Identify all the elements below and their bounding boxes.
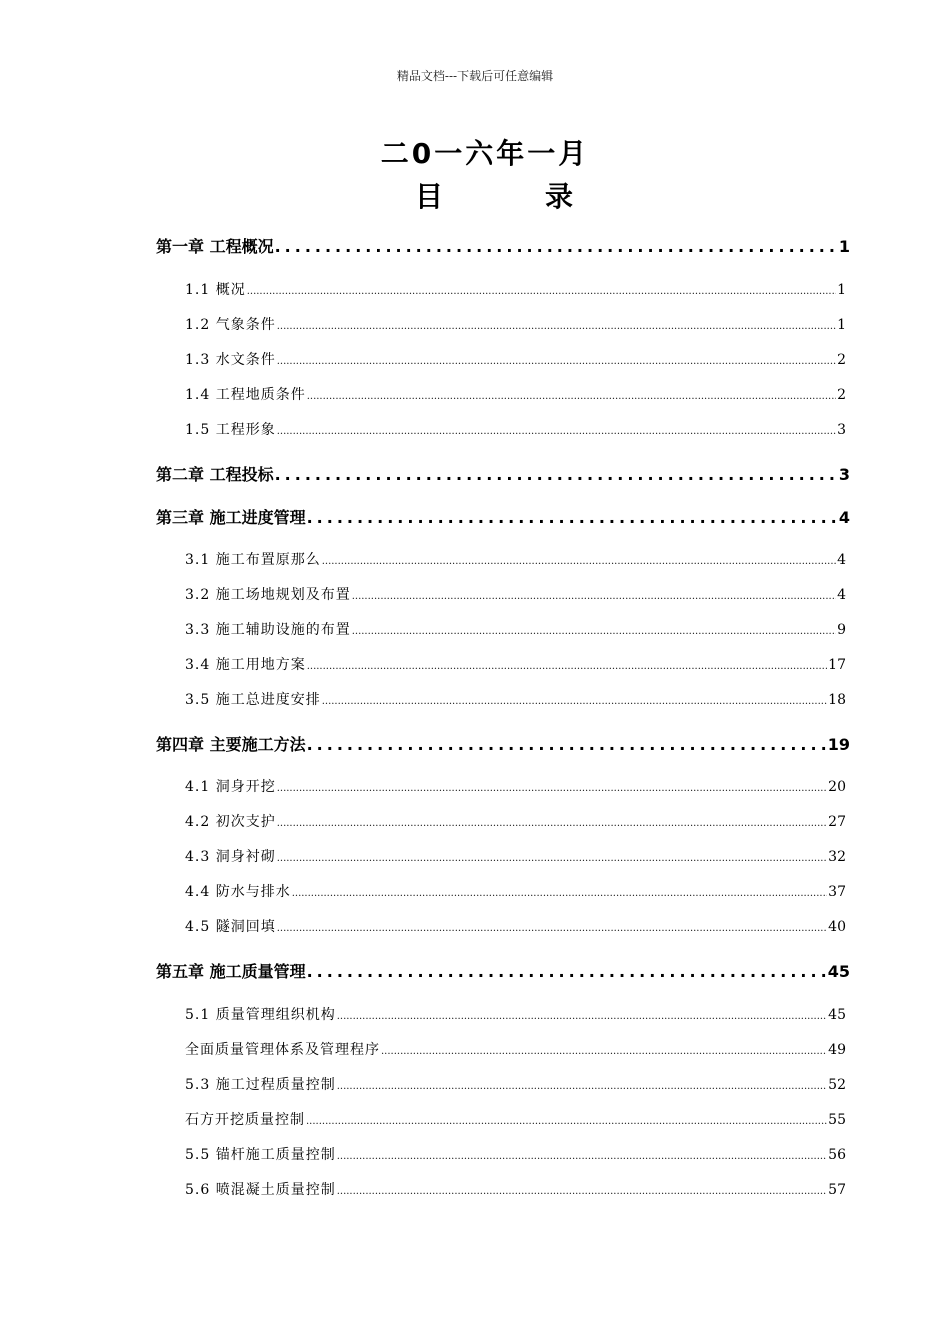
toc-page-number: 4 bbox=[838, 508, 850, 527]
toc-page-number: 55 bbox=[828, 1112, 846, 1128]
toc-dot-leader bbox=[307, 962, 827, 981]
toc-dot-leader bbox=[337, 1186, 827, 1197]
toc-dot-leader bbox=[352, 626, 836, 637]
toc-section-entry[interactable] bbox=[185, 1179, 846, 1199]
toc-entry-label: 3.1 施工布置原那么 bbox=[185, 552, 321, 568]
toc-entry-label: 5.3 施工过程质量控制 bbox=[185, 1077, 336, 1093]
toc-entry-label: 第一章 工程概况 bbox=[156, 237, 274, 256]
toc-dot-leader bbox=[275, 237, 838, 256]
toc-dot-leader bbox=[277, 426, 836, 437]
toc-section-entry[interactable] bbox=[185, 811, 846, 831]
toc-dot-leader bbox=[307, 735, 827, 754]
toc-dot-leader bbox=[337, 1011, 827, 1022]
toc-section-entry[interactable] bbox=[185, 619, 846, 639]
toc-section-entry[interactable] bbox=[185, 1109, 846, 1129]
toc-page-number: 2 bbox=[837, 387, 846, 403]
toc-page-number: 18 bbox=[828, 692, 846, 708]
toc-dot-leader bbox=[322, 556, 836, 567]
toc-entry-label: 1.1 概况 bbox=[185, 282, 246, 298]
toc-page-number: 56 bbox=[828, 1147, 846, 1163]
toc-entry-label: 第三章 施工进度管理 bbox=[156, 508, 306, 527]
toc-section-entry[interactable] bbox=[185, 689, 846, 709]
toc-entry-label: 5.5 锚杆施工质量控制 bbox=[185, 1147, 336, 1163]
toc-section-entry[interactable] bbox=[185, 846, 846, 866]
toc-entry-label: 1.3 水文条件 bbox=[185, 352, 276, 368]
toc-section-entry[interactable] bbox=[185, 419, 846, 439]
toc-entry-label: 3.4 施工用地方案 bbox=[185, 657, 306, 673]
toc-chapter-entry[interactable] bbox=[156, 732, 850, 755]
toc-chapter-entry[interactable] bbox=[156, 462, 850, 485]
toc-section-entry[interactable] bbox=[185, 314, 846, 334]
toc-dot-leader bbox=[307, 508, 838, 527]
toc-page-number: 52 bbox=[828, 1077, 846, 1093]
toc-dot-leader bbox=[275, 465, 838, 484]
toc-heading-char-1: 目 bbox=[415, 180, 444, 213]
toc-page-number: 49 bbox=[828, 1042, 846, 1058]
toc-section-entry[interactable] bbox=[185, 776, 846, 796]
toc-entry-label: 石方开挖质量控制 bbox=[185, 1112, 305, 1128]
toc-section-entry[interactable] bbox=[185, 584, 846, 604]
toc-entry-label: 3.2 施工场地规划及布置 bbox=[185, 587, 351, 603]
toc-section-entry[interactable] bbox=[185, 916, 846, 936]
toc-page-number: 2 bbox=[837, 352, 846, 368]
document-date-title: 二0一六年一月 bbox=[380, 137, 590, 170]
toc-dot-leader bbox=[307, 391, 836, 402]
toc-dot-leader bbox=[352, 591, 836, 602]
toc-entry-label: 第二章 工程投标 bbox=[156, 465, 274, 484]
toc-page-number: 32 bbox=[828, 849, 846, 865]
toc-chapter-entry[interactable] bbox=[156, 234, 850, 257]
toc-heading-char-2: 录 bbox=[545, 180, 574, 213]
toc-dot-leader bbox=[277, 356, 836, 367]
toc-section-entry[interactable] bbox=[185, 1039, 846, 1059]
toc-page-number: 27 bbox=[828, 814, 846, 830]
toc-page-number: 1 bbox=[837, 317, 846, 333]
toc-entry-label: 5.1 质量管理组织机构 bbox=[185, 1007, 336, 1023]
toc-entry-label: 1.2 气象条件 bbox=[185, 317, 276, 333]
toc-page-number: 19 bbox=[827, 735, 850, 754]
page-header: 精品文档---下载后可任意编辑 bbox=[396, 69, 554, 83]
toc-entry-label: 4.1 洞身开挖 bbox=[185, 779, 276, 795]
toc-section-entry[interactable] bbox=[185, 1144, 846, 1164]
toc-entry-label: 第五章 施工质量管理 bbox=[156, 962, 306, 981]
toc-page-number: 3 bbox=[838, 465, 850, 484]
toc-chapter-entry[interactable] bbox=[156, 505, 850, 528]
toc-page-number: 4 bbox=[837, 587, 846, 603]
toc-page-number: 20 bbox=[828, 779, 846, 795]
toc-dot-leader bbox=[306, 1116, 827, 1127]
toc-entry-label: 4.3 洞身衬砌 bbox=[185, 849, 276, 865]
toc-entry-label: 全面质量管理体系及管理程序 bbox=[185, 1042, 380, 1058]
toc-page-number: 1 bbox=[837, 282, 846, 298]
toc-dot-leader bbox=[277, 783, 827, 794]
toc-page-number: 57 bbox=[828, 1182, 846, 1198]
toc-dot-leader bbox=[277, 321, 836, 332]
toc-page-number: 3 bbox=[837, 422, 846, 438]
toc-page-number: 45 bbox=[827, 962, 850, 981]
toc-dot-leader bbox=[277, 923, 827, 934]
toc-dot-leader bbox=[337, 1151, 827, 1162]
toc-dot-leader bbox=[381, 1046, 827, 1057]
toc-page-number: 4 bbox=[837, 552, 846, 568]
toc-entry-label: 4.5 隧洞回填 bbox=[185, 919, 276, 935]
toc-page-number: 40 bbox=[828, 919, 846, 935]
toc-section-entry[interactable] bbox=[185, 881, 846, 901]
toc-section-entry[interactable] bbox=[185, 384, 846, 404]
toc-section-entry[interactable] bbox=[185, 349, 846, 369]
toc-entry-label: 4.4 防水与排水 bbox=[185, 884, 291, 900]
toc-dot-leader bbox=[277, 853, 827, 864]
toc-entry-label: 5.6 喷混凝土质量控制 bbox=[185, 1182, 336, 1198]
toc-entry-label: 3.5 施工总进度安排 bbox=[185, 692, 321, 708]
toc-page-number: 45 bbox=[828, 1007, 846, 1023]
toc-page-number: 17 bbox=[828, 657, 846, 673]
toc-dot-leader bbox=[292, 888, 827, 899]
toc-chapter-entry[interactable] bbox=[156, 959, 850, 982]
toc-section-entry[interactable] bbox=[185, 549, 846, 569]
toc-section-entry[interactable] bbox=[185, 1004, 846, 1024]
toc-entry-label: 第四章 主要施工方法 bbox=[156, 735, 306, 754]
toc-section-entry[interactable] bbox=[185, 279, 846, 299]
toc-section-entry[interactable] bbox=[185, 654, 846, 674]
toc-dot-leader bbox=[307, 661, 827, 672]
toc-entry-label: 1.5 工程形象 bbox=[185, 422, 276, 438]
toc-dot-leader bbox=[322, 696, 827, 707]
toc-page-number: 37 bbox=[828, 884, 846, 900]
toc-entry-label: 1.4 工程地质条件 bbox=[185, 387, 306, 403]
toc-dot-leader bbox=[247, 286, 836, 297]
toc-page-number: 9 bbox=[837, 622, 846, 638]
toc-page-number: 1 bbox=[838, 237, 850, 256]
toc-entry-label: 3.3 施工辅助设施的布置 bbox=[185, 622, 351, 638]
toc-entry-label: 4.2 初次支护 bbox=[185, 814, 276, 830]
toc-dot-leader bbox=[277, 818, 827, 829]
toc-dot-leader bbox=[337, 1081, 827, 1092]
toc-section-entry[interactable] bbox=[185, 1074, 846, 1094]
